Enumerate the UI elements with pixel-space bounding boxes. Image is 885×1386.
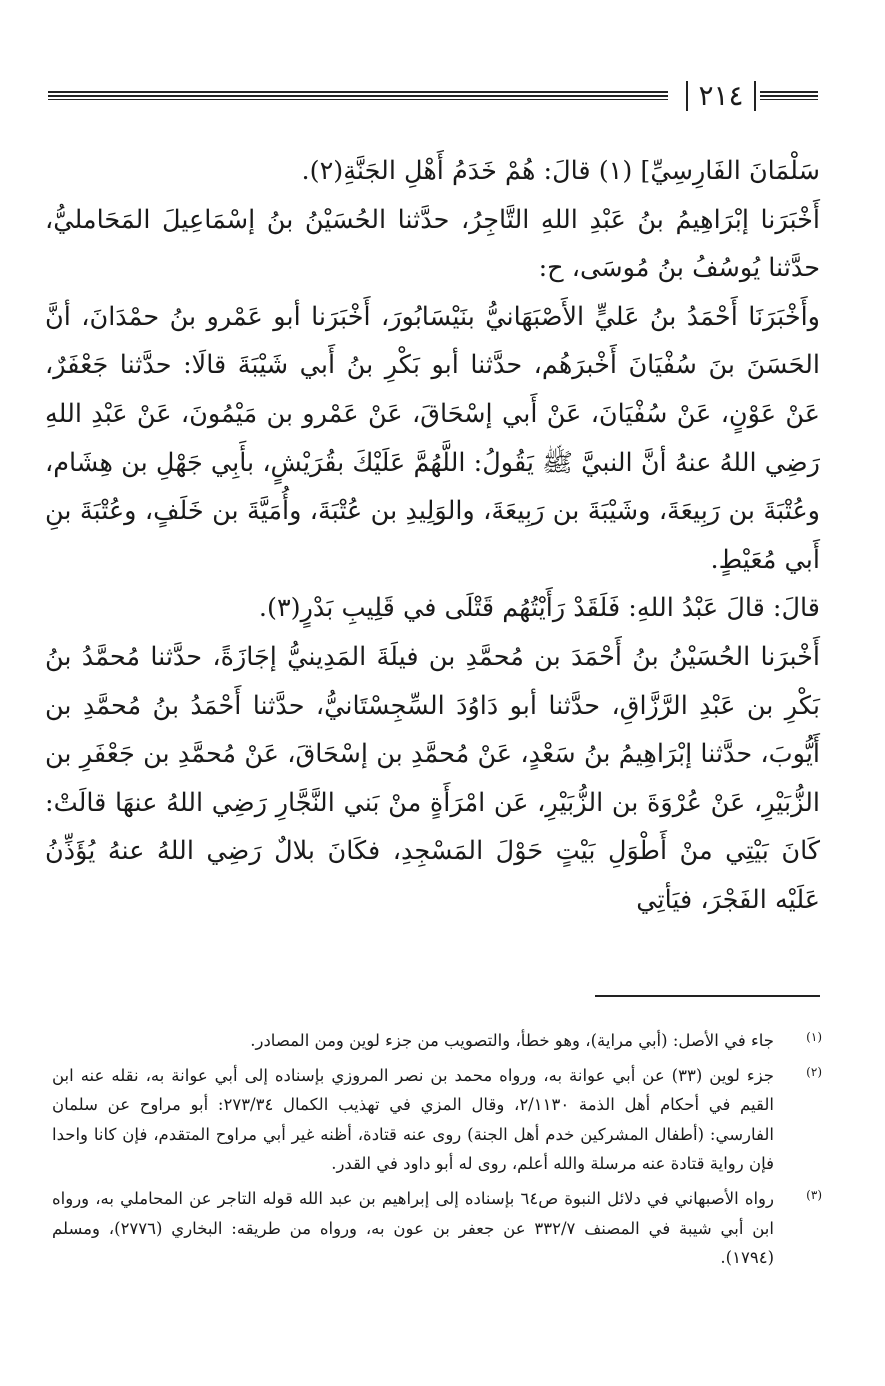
header-rule-right	[760, 91, 818, 103]
page-number: ٢١٤	[698, 79, 744, 112]
main-text	[45, 147, 820, 925]
paragraph: أَخْبَرَنا إبْرَاهِيمُ بنُ عَبْدِ اللهِ التَّاجِرُ، حدَّثنا الحُسَيْنُ بنُ إسْمَاعِيلَ المَحَامليُّ، حدَّثنا يُوسُفُ بنُ مُوسَى، ح:	[45, 204, 820, 284]
header-rule-left	[48, 91, 668, 103]
paragraph: وأَخْبَرَنَا أَحْمَدُ بنُ عَليٍّ الأَصْبَهَانيُّ بنَيْسَابُورَ، أَخْبَرَنا أبو عَمْرو بنُ حمْدَانَ، أنَّ الحَسَنَ بنَ سُفْيَانَ أَخْبرَهُم، حدَّثنا أبو بَكْرِ بنُ أَبي شَيْبَةَ قالَا: حدَّثنا جَعْفَرٌ، عَنْ عَوْنٍ، عَنْ سُفْيَانَ، عَنْ أَبي إسْحَاقَ، عَنْ عَمْرو بن مَيْمُونَ، عَنْ عَبْدِ اللهِ رَضِي اللهُ عنهُ أنَّ النبيَّ ﷺ يَقُولُ: اللَّهُمَّ عَلَيْكَ بقُرَيْشٍ، بأَبِي جَهْلِ بن هِشَام، وعُتْبَةَ بن رَبِيعَةَ، وشَيْبَةَ بن رَبِيعَةَ، والوَلِيدِ بن عُتْبَةَ، وأُمَيَّةَ بن خَلَفٍ، وعُتْبَةَ بنِ أَبي مُعَيْطٍ.	[45, 301, 820, 575]
footnote-separator	[595, 995, 820, 997]
footnote-2	[52, 1061, 822, 1179]
footnote-marker: (٣)	[806, 1187, 822, 1202]
footnote-text: رواه الأصبهاني في دلائل النبوة ص٦٤ بإسناده إلى إبراهيم بن عبد الله قوله التاجر عن المحاملي به، ورواه ابن أبي شيبة في المصنف ٣٣٢/٧ عن جعفر بن عون به، ورواه من طريقه: البخاري (٢٧٧٦)، ومسلم (١٧٩٤).	[52, 1188, 774, 1268]
paragraph: سَلْمَانَ الفَارِسِيِّ] (١) قالَ: هُمْ خَدَمُ أَهْلِ الجَنَّةِ(٢).	[301, 156, 820, 186]
paragraph: قالَ: قالَ عَبْدُ اللهِ: فَلَقَدْ رَأَيْتُهُم قَتْلَى في قَلِيبِ بَدْرٍ(٣).	[258, 593, 820, 624]
footnote-text: جزء لوين (٣٣) عن أبي عوانة به، ورواه محمد بن نصر المروزي بإسناده إلى أبي عوانة به، نقله عنه ابن القيم في أحكام أهل الذمة ٢/١١٣٠، وقال المزي في تهذيب الكمال ٢٧٣/٣٤: أبو مراوح عن سلمان الفارسي: (أطفال المشركين خدم أهل الجنة) روى عنه قتادة، أظنه غير أبي مراوح المتقدم، فإن كانا واحدا فإن رواية قتادة عنه مرسلة والله أعلم، روى له أبو داود في القدر.	[52, 1065, 774, 1174]
footnote-marker: (١)	[806, 1030, 822, 1044]
footnote-text: جاء في الأصل: (أبي مراية)، وهو خطأ، والتصويب من جزء لوين ومن المصادر.	[250, 1031, 774, 1050]
footnote-3	[52, 1184, 822, 1273]
footnote-marker: (٢)	[806, 1064, 822, 1079]
header-divider-right	[754, 81, 756, 111]
footnote-1	[52, 1026, 822, 1056]
page-header	[48, 78, 818, 118]
footnotes	[52, 1026, 822, 1278]
paragraph: أَخْبرَنا الحُسَيْنُ بنُ أَحْمَدَ بن مُحمَّدِ بن فيلَةَ المَدِينيُّ إجَازَةً، حدَّثنا مُحمَّدُ بنُ بَكْرِ بن عَبْدِ الرَّزَّاقِ، حدَّثنا أبو دَاوُدَ السِّجِسْتَانيُّ، حدَّثنا أَحْمَدُ بنُ مُحمَّدِ بن أَيُّوبَ، حدَّثنا إبْرَاهِيمُ بنُ سَعْدٍ، عَنْ مُحمَّدِ بن إسْحَاقَ، عَنْ مُحمَّدِ بن جَعْفَرِ بن الزُّبَيْرِ، عَنْ عُرْوَةَ بن الزُّبَيْرِ، عَن امْرَأَةٍ منْ بَني النَّجَّارِ رَضِي اللهُ عنهَا قالَتْ: كَانَ بَيْتِي منْ أَطْوَلِ بَيْتٍ حَوْلَ المَسْجِدِ، فكَانَ بلالٌ رَضِي اللهُ عنهُ يُؤَذِّنُ عَلَيْه الفَجْرَ، فيَأتِي	[45, 641, 820, 915]
